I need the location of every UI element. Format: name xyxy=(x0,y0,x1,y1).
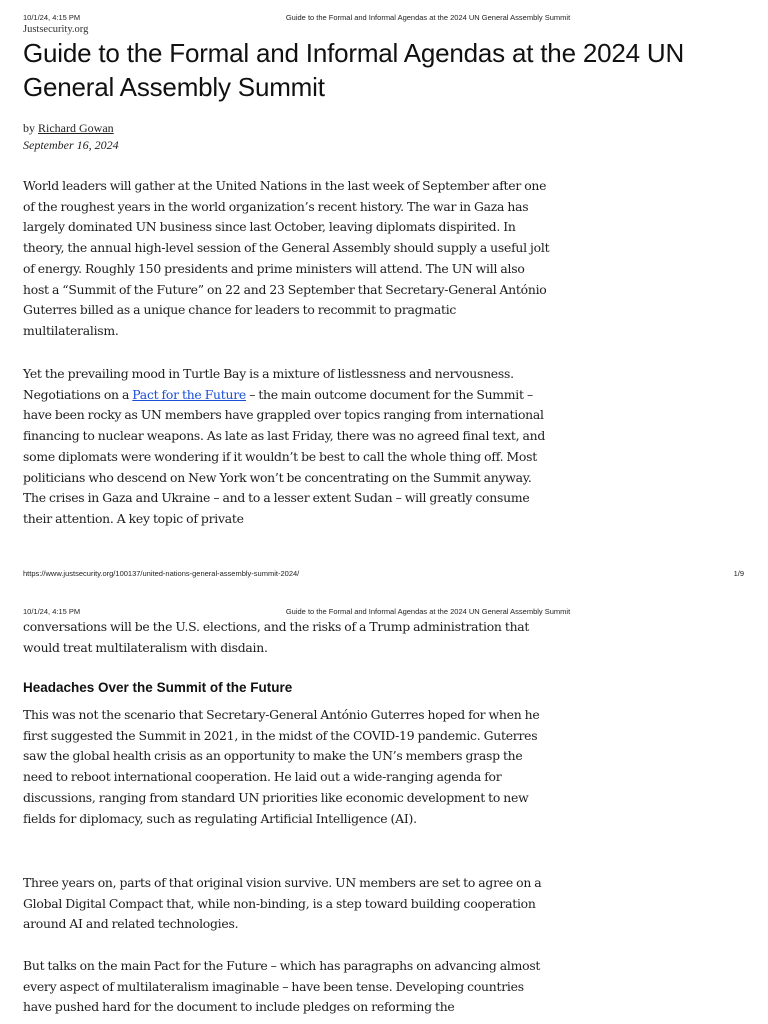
print-header xyxy=(0,13,768,27)
paragraph-2-continued: conversations will be the U.S. elections, and the risks of a Trump administration that would treat multilateralism with disdain. xyxy=(23,619,530,655)
section-heading: Headaches Over the Summit of the Future xyxy=(23,680,293,695)
print-footer xyxy=(0,569,768,583)
print-title: Guide to the Formal and Informal Agendas at the 2024 UN General Assembly Summit xyxy=(285,13,571,22)
page-title: Guide to the Formal and Informal Agendas at the 2024 UN General Assembly Summit xyxy=(23,38,685,102)
print-date: 10/1/24, 4:15 PM xyxy=(23,13,81,22)
paragraph-2-text-a: Yet the prevailing mood in Turtle Bay is a mixture of listlessness and nervousness. Negotiations on a xyxy=(23,366,514,402)
paragraph-4: Three years on, parts of that original vision survive. UN members are set to agree on a Global Digital Compact that, while non-binding, is a step toward building cooperation around AI and related technologies. xyxy=(23,875,542,932)
paragraph-1: World leaders will gather at the United Nations in the last week of September after one of the roughest years in the world organization’s recent history. The war in Gaza has largely dominated UN business since last October, leaving diplomats dispirited. In theory, the annual high-level session of the General Assembly should supply a useful jolt of energy. Roughly 150 presidents and prime ministers will attend. The UN will also host a “Summit of the Future” on 22 and 23 September that Secretary-General António Guterres billed as a unique chance for leaders to recommit to pragmatic multilateralism. xyxy=(23,178,550,338)
byline-prefix: by xyxy=(23,121,35,135)
paragraph-5: But talks on the main Pact for the Future – which has paragraphs on advancing almost every aspect of multilateralism imaginable – have been tense. Developing countries have pushed hard for the document to include pledges on reforming the xyxy=(23,958,541,1015)
paragraph-2 xyxy=(23,364,553,530)
publish-date: September 16, 2024 xyxy=(23,138,119,152)
author-link[interactable]: Richard Gowan xyxy=(38,121,114,135)
print-date: 10/1/24, 4:15 PM xyxy=(23,607,81,616)
print-url: https://www.justsecurity.org/100137/united-nations-general-assembly-summit-2024/ xyxy=(23,569,300,578)
print-title: Guide to the Formal and Informal Agendas at the 2024 UN General Assembly Summit xyxy=(285,607,571,616)
site-name: Justsecurity.org xyxy=(23,24,89,35)
pact-for-the-future-link[interactable]: Pact for the Future xyxy=(132,386,246,402)
paragraph-3: This was not the scenario that Secretary-General António Guterres hoped for when he first suggested the Summit in 2021, in the midst of the COVID-19 pandemic. Guterres saw the global health crisis as an opportunity to make the UN’s members grasp the need to reboot international cooperation. He laid out a wide-ranging agenda for discussions, ranging from standard UN priorities like economic development to new fields for diplomacy, such as regulating Artificial Intelligence (AI). xyxy=(23,707,540,826)
paragraph-2-text-b: – the main outcome document for the Summit – have been rocky as UN members have grappled over topics ranging from international financing to nuclear weapons. As late as last Friday, there was no agreed final text, and some diplomats were wondering if it wouldn’t be best to call the whole thing off. Most politicians who descend on New York won’t be concentrating on the Summit anyway. The crises in Gaza and Ukraine – and to a lesser extent Sudan – will greatly consume their attention. A key topic of private xyxy=(23,386,546,526)
byline xyxy=(23,121,114,136)
page-number: 1/9 xyxy=(733,569,744,578)
